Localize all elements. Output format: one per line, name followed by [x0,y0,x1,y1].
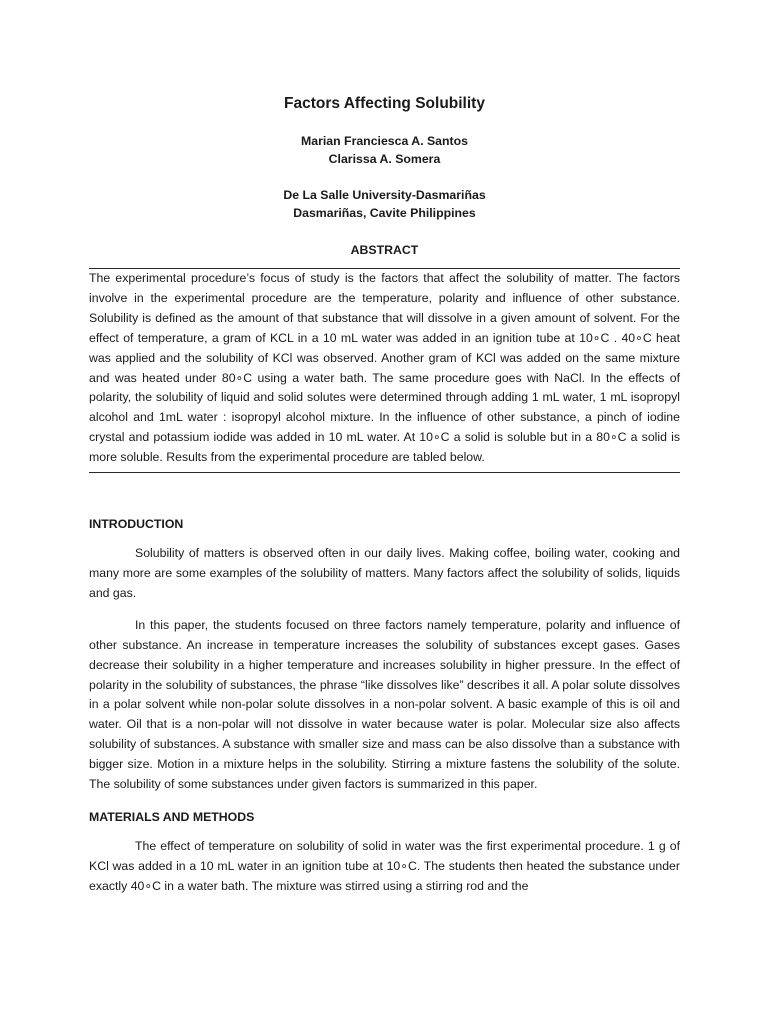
author-name: Marian Franciesca A. Santos [301,134,468,148]
author-name: Clarissa A. Somera [328,152,441,166]
materials-methods-paragraph: The effect of temperature on solubility of solid in water was the first experimental procedure. 1 g of KCl was added in a 10 mL water in an ignition tube at 10∘C. The students then heated the substance under exactly 40∘C in a water bath. The mixture was stirred using a stirring rod and the [89,838,680,893]
abstract-box [89,268,680,473]
paper-title: Factors Affecting Solubility [284,95,485,112]
introduction-paragraph: Solubility of matters is observed often in our daily lives. Making coffee, boiling water, cooking and many more are some examples of the solubility of matters. Many factors affect the solubility of solids, liquids and gas. [89,546,680,600]
affiliation-line: Dasmariñas, Cavite Philippines [293,206,476,220]
abstract-text: The experimental procedure’s focus of study is the factors that affect the solubility of matter. The factors involve in the experimental procedure are the temperature, polarity and influence of other substance. Solubility is defined as the amount of that substance that will dissolve in a given amount of solvent. For the effect of temperature, a gram of KCL in a 10 mL water was added in an ignition tube at 10∘C . 40∘C heat was applied and the solubility of KCl was observed. Another gram of KCl was added on the same mixture and was heated under 80∘C using a water bath. The same procedure goes with NaCl. In the effects of polarity, the solubility of liquid and solid solutes were determined through adding 1 mL water, 1 mL isopropyl alcohol and 1mL water : isopropyl alcohol mixture. In the influence of other substance, a pinch of iodine crystal and potassium iodide was added in 10 mL water. At 10∘C a solid is soluble but in a 80∘C a solid is more soluble. Results from the experimental procedure are tabled below. [89,271,680,465]
introduction-heading: INTRODUCTION [89,517,184,532]
affiliation-line: De La Salle University-Dasmariñas [283,188,486,202]
materials-methods-heading: MATERIALS AND METHODS [89,809,255,824]
affiliation-block [89,186,680,222]
abstract-heading: ABSTRACT [350,243,419,257]
author-block [89,132,680,168]
introduction-paragraph: In this paper, the students focused on three factors namely temperature, polarity and influence of other substance. An increase in temperature increases the solubility of substances except gases. Gases decrease their solubility in a higher temperature and increases solubility in higher pressure. In the effect of polarity in the solubility of substances, the phrase “like dissolves like” describes it all. A polar solute dissolves in a polar solvent while non-polar solute dissolves in a non-polar solvent. A basic example of this is oil and water. Oil that is a non-polar will not dissolve in water because water is polar. Molecular size also affects solubility of substances. A substance with smaller size and mass can be also dissolve than a substance with bigger size. Motion in a mixture helps in the solubility. Stirring a mixture fastens the solubility of the solute. The solubility of some substances under given factors is summarized in this paper. [89,617,680,792]
